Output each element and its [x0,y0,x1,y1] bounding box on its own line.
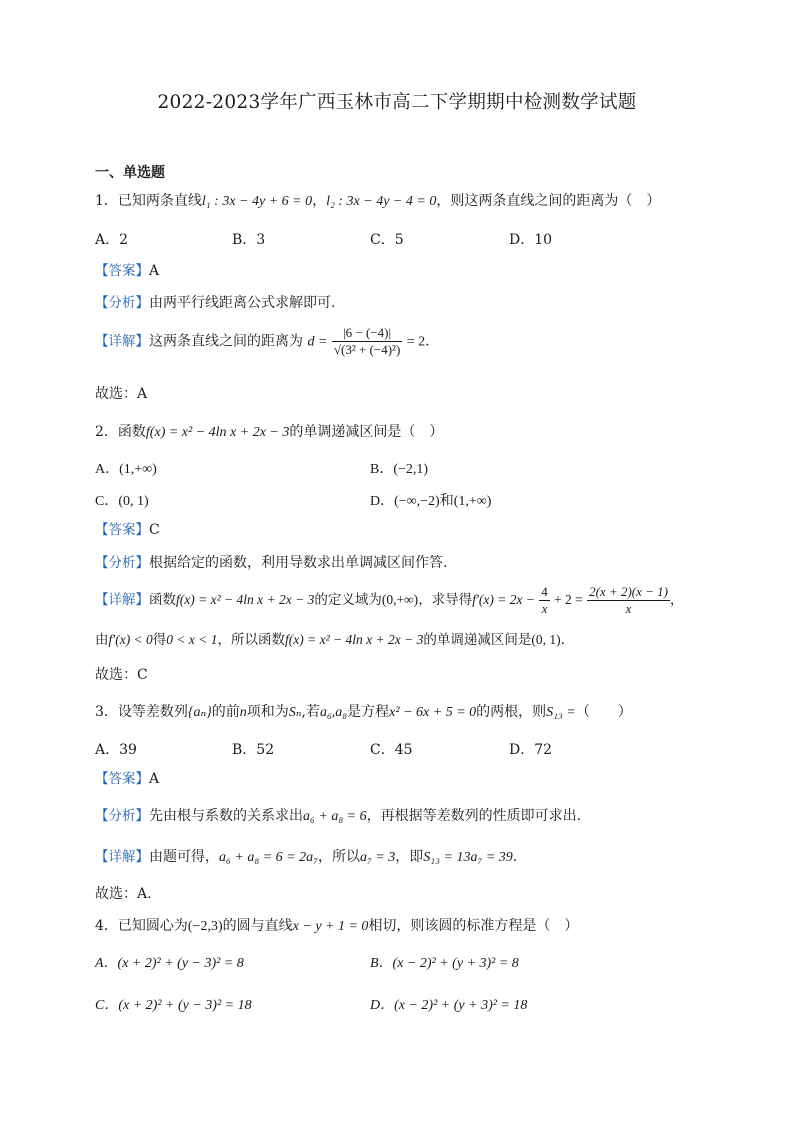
section-heading: 一、单选题 [95,165,165,181]
q3-option-b: B．52 [232,742,275,758]
q2-option-c: C．(0, 1) [95,494,149,509]
q1-answer: 【答案】A [95,263,160,279]
q4-option-d: D．(x − 2)² + (y + 3)² = 18 [370,998,528,1013]
q3-option-d: D．72 [509,742,553,758]
q3-detail: 【详解】由题可得，a₆ + a₈ = 6 = 2a₇，所以a₇ = 3，即S₁₃ = 13a₇ = 39. [95,849,518,865]
q2-detail-line2: 由f′(x) < 0得0 < x < 1，所以函数f(x) = x² − 4ln x + 2x − 3的单调递减区间是(0, 1). [95,632,565,648]
document-title: 2022-2023学年广西玉林市高二下学期期中检测数学试题 [157,92,637,113]
q1-option-b: B．3 [232,232,266,248]
q2-option-d: D．(−∞,−2)和(1,+∞) [370,494,492,509]
q1-stem: 1．已知两条直线l₁ : 3x − 4y + 6 = 0，l₂ : 3x − 4y − 4 = 0，则这两条直线之间的距离为（ ） [95,193,661,209]
q4-option-b: B．(x − 2)² + (y + 3)² = 8 [370,956,519,971]
q1-detail: 【详解】这两条直线之间的距离为 d = $\frac{|6 - (-4)|}{\text{√(3² + (−4)²)}}$ = 2. [95,325,430,357]
derivative-fraction-2: $\frac{2(x + 2)(x - 1)}{x}$ [589,584,668,616]
q1-analysis: 【分析】由两平行线距离公式求解即可. [95,295,336,311]
q2-conclusion: 故选：C [95,667,148,683]
q3-option-a: A．39 [95,742,137,758]
q3-analysis: 【分析】先由根与系数的关系求出a₆ + a₈ = 6，再根据等差数列的性质即可求出. [95,808,582,824]
answer-tag: 【答案】 [95,263,149,279]
q4-option-a: A．(x + 2)² + (y − 3)² = 8 [95,956,244,971]
q1-line2: l₂ : 3x − 4y − 4 = 0 [326,194,437,209]
q2-answer: 【答案】C [95,522,160,538]
q2-detail: 【详解】函数f(x) = x² − 4ln x + 2x − 3的定义域为(0,+∞)，求导得f′(x) = 2x − $\frac{4}{x}$ + 2 = $\frac{2(x + 2)(x - 1)}{x}$ ， [95,584,684,616]
derivative-fraction-1: $\frac{4}{x}$ [541,584,548,616]
q2-stem: 2．函数f(x) = x² − 4ln x + 2x − 3的单调递减区间是（ ） [95,424,444,440]
q1-option-a: A．2 [95,232,129,248]
q3-answer: 【答案】A [95,771,160,787]
q1-conclusion: 故选：A [95,386,148,402]
q4-option-c: C．(x + 2)² + (y − 3)² = 18 [95,998,252,1013]
q3-conclusion: 故选：A. [95,886,152,902]
analysis-tag: 【分析】 [95,295,149,311]
q1-option-d: D．10 [509,232,553,248]
q2-analysis: 【分析】根据给定的函数，利用导数求出单调减区间作答. [95,555,448,571]
q2-option-b: B．(−2,1) [370,462,429,477]
q1-line1: l₁ : 3x − 4y + 6 = 0 [201,194,313,209]
q4-stem: 4．已知圆心为(−2,3)的圆与直线x − y + 1 = 0相切，则该圆的标准方程是（ ） [95,918,579,934]
q3-option-c: C．45 [370,742,413,758]
q2-option-a: A．(1,+∞) [95,462,157,477]
distance-fraction: $\frac{|6 - (-4)|}{\text{√(3² + (−4)²)}}$ [333,325,401,357]
detail-tag: 【详解】 [95,333,149,350]
q1-option-c: C．5 [370,232,404,248]
q3-stem: 3．设等差数列{aₙ}的前n项和为Sₙ,若a₆,a₈是方程x² − 6x + 5 = 0的两根，则S₁₃ =（ ） [95,704,632,720]
